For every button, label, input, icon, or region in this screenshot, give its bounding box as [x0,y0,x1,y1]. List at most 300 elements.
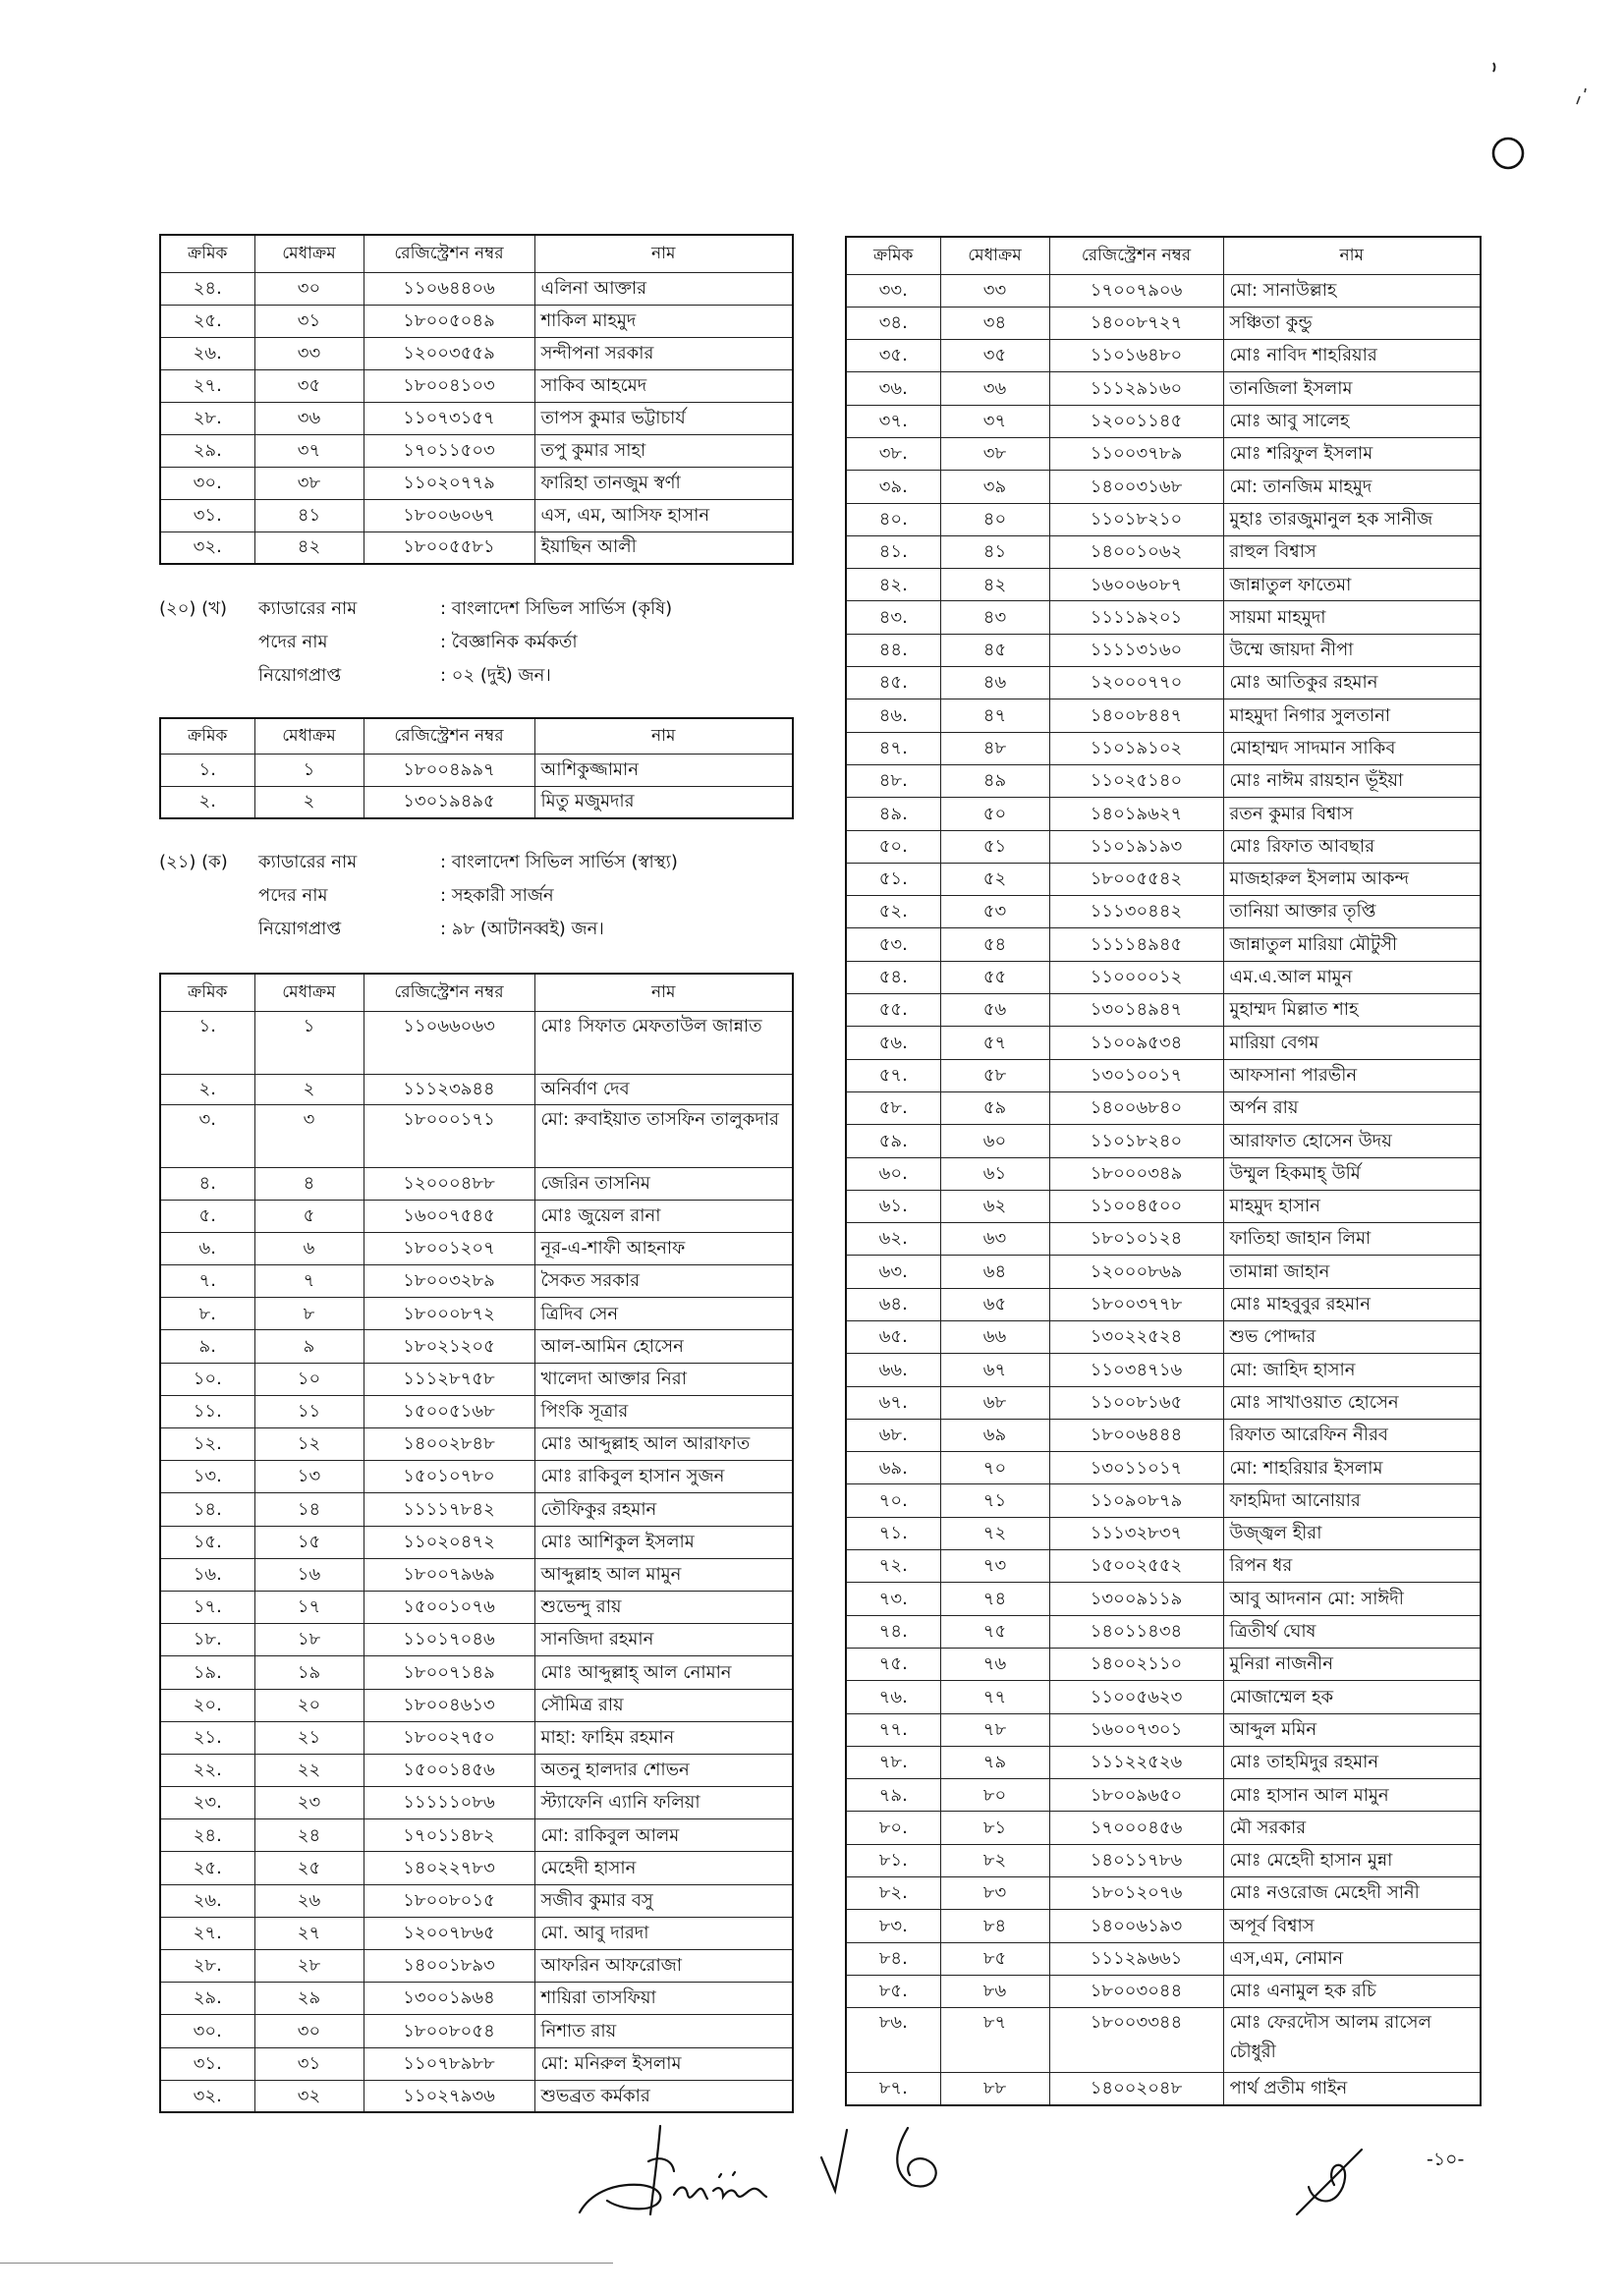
table-row [846,699,1481,732]
serial-cell: ৮৭. [846,2073,940,2105]
registration-number-cell: ১১০০৫৬২৩ [1049,1681,1223,1713]
merit-cell: ৮২ [940,1844,1049,1876]
name-cell: আরাফাত হোসেন উদয় [1223,1125,1481,1157]
merit-cell: ৬২ [940,1190,1049,1222]
table-row [846,307,1481,339]
merit-cell: ৫০ [940,798,1049,830]
registration-number-cell: ১১১১৪৯৪৫ [1049,928,1223,961]
table-row [846,1681,1481,1713]
serial-cell: ২. [160,1074,254,1104]
name-cell: রাহুল বিশ্বাস [1223,535,1481,568]
table-row [160,1104,793,1167]
registration-number-cell: ১২০০৭৮৬৫ [364,1917,534,1949]
registration-number-cell: ১৮০০৬০৬৭ [364,499,534,531]
registration-number-cell: ১১০৬৬০৬৩ [364,1011,534,1074]
table-row [846,798,1481,830]
signature-2 [821,2128,936,2191]
table-row [160,1526,793,1558]
registration-number-cell: ১১১১৭৮৪২ [364,1493,534,1526]
merit-cell: ১৬ [254,1558,364,1591]
registration-number-cell: ১৫০০৫১৬৮ [364,1395,534,1427]
merit-cell: ৬৫ [940,1288,1049,1320]
registration-number-cell: ১৮০১২০৭৬ [1049,1877,1223,1910]
serial-cell: ৫. [160,1200,254,1232]
registration-number-cell: ১৪০০৮৭২৭ [1049,307,1223,339]
merit-cell: ৭০ [940,1452,1049,1484]
serial-cell: ২০. [160,1689,254,1721]
registration-number-cell: ১১০৭৩১৫৭ [364,402,534,434]
merit-cell: ১২ [254,1428,364,1461]
registration-number-cell: ১৭০০০৪৫৬ [1049,1812,1223,1844]
registration-number-cell: ১৪০১১৭৮৬ [1049,1844,1223,1876]
name-cell: সঞ্চিতা কুন্ডু [1223,307,1481,339]
serial-cell: ৫৬. [846,1027,940,1059]
serial-cell: ১৯. [160,1656,254,1689]
serial-cell: ৫৯. [846,1125,940,1157]
name-cell: জান্নাতুল ফাতেমা [1223,569,1481,601]
table-row [846,405,1481,437]
table-row [846,471,1481,503]
table-header-row [160,974,793,1011]
serial-cell: ৩৮. [846,437,940,470]
registration-number-header: রেজিস্ট্রেশন নম্বর [364,974,534,1011]
signature-1 [580,2126,766,2214]
name-cell: শায়িরা তাসফিয়া [534,1983,793,2015]
name-cell: খালেদা আক্তার নিরা [534,1363,793,1395]
serial-cell: ৬০. [846,1157,940,1190]
table-row [160,402,793,434]
registration-number-cell: ১৮০১০১২৪ [1049,1223,1223,1256]
candidate-table-general-continued [159,234,794,565]
registration-number-cell: ১৩০১৯৪৯৫ [364,786,534,818]
table-row [846,634,1481,666]
merit-cell: ৮৬ [940,1975,1049,2007]
name-cell: তানিয়া আক্তার তৃপ্তি [1223,896,1481,928]
merit-cell: ৫২ [940,863,1049,895]
name-cell: মোঃ আবু সালেহ [1223,405,1481,437]
serial-cell: ২৬. [160,1884,254,1917]
table-row [160,2047,793,2080]
name-header: নাম [534,718,793,754]
name-cell: মুনিরা নাজনীন [1223,1648,1481,1680]
table-row [846,1713,1481,1746]
name-cell: মোঃ নওরোজ মেহেদী সানী [1223,1877,1481,1910]
table-row [846,1517,1481,1549]
table-row [160,1917,793,1949]
serial-cell: ৫৮. [846,1091,940,1124]
registration-number-cell: ১১০০৩৭৮৯ [1049,437,1223,470]
post-label: পদের নাম [258,632,328,652]
merit-cell: ৫৭ [940,1027,1049,1059]
serial-cell: ৩০. [160,467,254,499]
table-row [160,1200,793,1232]
serial-cell: ৮০. [846,1812,940,1844]
merit-cell: ৬৩ [940,1223,1049,1256]
name-cell: মো. আবু দারদা [534,1917,793,1949]
serial-cell: ৩. [160,1104,254,1167]
registration-number-cell: ১৮০২১২০৫ [364,1330,534,1363]
name-cell: সায়মা মাহমুদা [1223,601,1481,634]
registration-number-cell: ১৪০০৬৮৪০ [1049,1091,1223,1124]
name-cell: আব্দুল মমিন [1223,1713,1481,1746]
table-row [846,732,1481,764]
name-cell: মাহমুদা নিগার সুলতানা [1223,699,1481,732]
serial-cell: ৫৩. [846,928,940,961]
registration-number-cell: ১৪০০১৮৯৩ [364,1950,534,1983]
name-header: নাম [1223,237,1481,274]
merit-cell: ৩৫ [254,369,364,402]
name-cell: পিংকি সূত্রার [534,1395,793,1427]
serial-cell: ৭৯. [846,1779,940,1812]
registration-number-cell: ১১১২৮৭৫৮ [364,1363,534,1395]
name-cell: আফসানা পারভীন [1223,1059,1481,1091]
merit-cell: ৩৯ [940,471,1049,503]
name-cell: আশিকুজ্জামান [534,754,793,786]
table-row [160,1950,793,1983]
table-row [160,1493,793,1526]
name-cell: মোহাম্মদ সাদমান সাকিব [1223,732,1481,764]
merit-cell: ৫৮ [940,1059,1049,1091]
merit-cell: ৪৮ [940,732,1049,764]
table-row [846,372,1481,405]
merit-cell: ৫৯ [940,1091,1049,1124]
name-cell: মোঃ আতিকুর রহমান [1223,667,1481,699]
table-row [160,1721,793,1754]
serial-cell: ২১. [160,1721,254,1754]
merit-cell: ১৫ [254,1526,364,1558]
merit-cell: ৬০ [940,1125,1049,1157]
table-row [160,1754,793,1786]
name-cell: মোঃ মাহবুবুর রহমান [1223,1288,1481,1320]
table-row [160,531,793,564]
serial-cell: ২৮. [160,1950,254,1983]
post-value: : সহকারী সার্জন [440,885,554,906]
table-row [846,1583,1481,1615]
table-header-row [160,235,793,272]
merit-cell: ৭৭ [940,1681,1049,1713]
table-row [160,1591,793,1623]
registration-number-cell: ১৫০০২৫৫২ [1049,1550,1223,1583]
registration-number-cell: ১৪০০২০৪৮ [1049,2073,1223,2105]
serial-cell: ৮৩. [846,1910,940,1942]
name-cell: মারিয়া বেগম [1223,1027,1481,1059]
serial-cell: ১৪. [160,1493,254,1526]
serial-cell: ৮১. [846,1844,940,1876]
name-cell: তানজিলা ইসলাম [1223,372,1481,405]
serial-cell: ২৯. [160,434,254,467]
merit-cell: ৬৭ [940,1354,1049,1386]
registration-number-cell: ১৩০০৯১১৯ [1049,1583,1223,1615]
serial-cell: ৭২. [846,1550,940,1583]
appointed-value: : ০২ (দুই) জন। [440,665,551,686]
table-row [846,928,1481,961]
table-row [846,764,1481,797]
table-row [160,1232,793,1264]
registration-number-cell: ১১০১৬৪৮০ [1049,340,1223,372]
registration-number-cell: ১১০১৮২৪০ [1049,1125,1223,1157]
merit-cell: ২ [254,786,364,818]
name-cell: আল-আমিন হোসেন [534,1330,793,1363]
table-row [846,1452,1481,1484]
serial-cell: ৬. [160,1232,254,1264]
serial-cell: ৮৬. [846,2008,940,2073]
merit-header: মেধাক্রম [254,235,364,272]
table-row [160,1624,793,1656]
serial-cell: ৩০. [160,2015,254,2047]
registration-number-cell: ১১০১৯১৯৩ [1049,830,1223,863]
merit-cell: ১ [254,754,364,786]
serial-cell: ৪. [160,1167,254,1200]
registration-number-cell: ১১১২২৫২৬ [1049,1746,1223,1778]
merit-cell: ৭৫ [940,1615,1049,1648]
serial-cell: ২৪. [160,272,254,305]
merit-cell: ১৭ [254,1591,364,1623]
pen-marks [1474,49,1601,177]
table-row [160,1265,793,1298]
name-cell: মোঃ হাসান আল মামুন [1223,1779,1481,1812]
serial-cell: ৬৪. [846,1288,940,1320]
serial-cell: ৭৪. [846,1615,940,1648]
table-row [846,1812,1481,1844]
name-cell: সন্দীপনা সরকার [534,337,793,369]
table-row [160,1011,793,1074]
name-cell: সৈকত সরকার [534,1265,793,1298]
name-cell: তাপস কুমার ভট্টাচার্য [534,402,793,434]
merit-cell: ২৭ [254,1917,364,1949]
table-row [160,1656,793,1689]
serial-cell: ৪৩. [846,601,940,634]
serial-cell: ৭৮. [846,1746,940,1778]
serial-cell: ৮৪. [846,1942,940,1975]
registration-number-cell: ১২০০০৭৭০ [1049,667,1223,699]
serial-cell: ৭৭. [846,1713,940,1746]
name-cell: মো: তানজিম মাহমুদ [1223,471,1481,503]
table-row [160,1884,793,1917]
merit-cell: ৩২ [254,2080,364,2112]
serial-cell: ৪৬. [846,699,940,732]
merit-cell: ২ [254,1074,364,1104]
serial-cell: ৪৭. [846,732,940,764]
table-row [160,786,793,818]
name-cell: মো: মনিরুল ইসলাম [534,2047,793,2080]
name-cell: মাহমুদ হাসান [1223,1190,1481,1222]
merit-cell: ৬৪ [940,1256,1049,1288]
table-row [160,1167,793,1200]
serial-cell: ২৭. [160,369,254,402]
registration-number-cell: ১৮০০৪৯৯৭ [364,754,534,786]
merit-cell: ১০ [254,1363,364,1395]
name-cell: ইয়াছিন আলী [534,531,793,564]
appointed-value: : ৯৮ (আটানব্বই) জন। [440,919,604,939]
signatures [550,2093,1415,2230]
table-row [160,1074,793,1104]
registration-number-cell: ১১১৩০৪৪২ [1049,896,1223,928]
appointed-label: নিয়োগপ্রাপ্ত [258,665,342,686]
name-header: নাম [534,974,793,1011]
merit-cell: ৪২ [254,531,364,564]
serial-cell: ১০. [160,1363,254,1395]
serial-cell: ৭৬. [846,1681,940,1713]
table-row [846,1975,1481,2007]
registration-number-cell: ১৮০০০৮৭২ [364,1298,534,1330]
merit-cell: ৮৩ [940,1877,1049,1910]
name-cell: মো: রাকিবুল আলম [534,1819,793,1852]
name-cell: মোঃ সিফাত মেফতাউল জান্নাত [534,1011,793,1074]
merit-cell: ৭১ [940,1484,1049,1517]
registration-number-cell: ১২০০০৮৬৯ [1049,1256,1223,1288]
serial-cell: ৪৯. [846,798,940,830]
merit-cell: ৮৭ [940,2008,1049,2073]
page-number: -১০- [1427,2149,1465,2170]
registration-number-cell: ১১০৯০৮৭৯ [1049,1484,1223,1517]
merit-cell: ৪৬ [940,667,1049,699]
registration-number-cell: ১৮০০৩০৪৪ [1049,1975,1223,2007]
table-row [846,1484,1481,1517]
serial-cell: ৪১. [846,535,940,568]
registration-number-cell: ১৪০২২৭৮৩ [364,1852,534,1884]
registration-number-cell: ১৪০০৮৪৪৭ [1049,699,1223,732]
name-cell: মেহেদী হাসান [534,1852,793,1884]
name-cell: মোজাম্মেল হক [1223,1681,1481,1713]
table-row [846,1648,1481,1680]
registration-number-cell: ১১০৭৮৯৮৮ [364,2047,534,2080]
name-cell: মো: শাহরিয়ার ইসলাম [1223,1452,1481,1484]
serial-cell: ৫০. [846,830,940,863]
merit-cell: ৫৪ [940,928,1049,961]
table-row [846,1288,1481,1320]
registration-number-cell: ১৮০০৩৩৪৪ [1049,2008,1223,2073]
name-cell: মোঃ আব্দুল্লাহ্ আল নোমান [534,1656,793,1689]
merit-cell: ৬৯ [940,1419,1049,1451]
name-cell: রতন কুমার বিশ্বাস [1223,798,1481,830]
name-cell: মোঃ শরিফুল ইসলাম [1223,437,1481,470]
name-cell: আব্দুল্লাহ আল মামুন [534,1558,793,1591]
name-cell: মোঃ এনামুল হক রচি [1223,1975,1481,2007]
merit-cell: ৩ [254,1104,364,1167]
merit-cell: ২৪ [254,1819,364,1852]
serial-cell: ৩৬. [846,372,940,405]
merit-cell: ৩১ [254,305,364,337]
table-row [846,2008,1481,2073]
registration-number-cell: ১৪০০২১১০ [1049,1648,1223,1680]
serial-cell: ১৫. [160,1526,254,1558]
table-row [846,1354,1481,1386]
table-row [846,437,1481,470]
post-label: পদের নাম [258,885,328,906]
section-20-kha-info [159,592,788,693]
table-row [846,1615,1481,1648]
table-row [846,1321,1481,1354]
serial-cell: ৩৪. [846,307,940,339]
serial-header: ক্রমিক [160,235,254,272]
table-row [160,499,793,531]
name-cell: এস, এম, আসিফ হাসান [534,499,793,531]
table-row [846,1746,1481,1778]
registration-number-cell: ১৩০১৪৯৪৭ [1049,994,1223,1027]
registration-number-cell: ১৪০১১৪৩৪ [1049,1615,1223,1648]
name-cell: মোঃ আব্দুল্লাহ আল আরাফাত [534,1428,793,1461]
name-cell: মোঃ মেহেদী হাসান মুন্না [1223,1844,1481,1876]
registration-number-cell: ১১০২৫১৪০ [1049,764,1223,797]
name-cell: পার্থ প্রতীম গাইন [1223,2073,1481,2105]
name-cell: মোঃ রিফাত আবছার [1223,830,1481,863]
serial-cell: ১২. [160,1428,254,1461]
registration-number-cell: ১৬০০৭৩০১ [1049,1713,1223,1746]
table-row [160,1983,793,2015]
registration-number-cell: ১৮০০৩২৮৯ [364,1265,534,1298]
registration-number-cell: ১৫০১০৭৮০ [364,1461,534,1493]
serial-cell: ৭৫. [846,1648,940,1680]
table-row [846,340,1481,372]
registration-number-cell: ১৮০০০৩৪৯ [1049,1157,1223,1190]
merit-cell: ৭ [254,1265,364,1298]
candidate-table-agriculture [159,717,794,819]
serial-cell: ১৭. [160,1591,254,1623]
name-cell: সাকিব আহমেদ [534,369,793,402]
serial-cell: ৭৩. [846,1583,940,1615]
registration-number-cell: ১৮০০৪৬১৩ [364,1689,534,1721]
name-cell: উম্মুল হিকমাহ্ উর্মি [1223,1157,1481,1190]
merit-cell: ৪৫ [940,634,1049,666]
merit-cell: ৬১ [940,1157,1049,1190]
serial-header: ক্রমিক [160,718,254,754]
name-cell: তামান্না জাহান [1223,1256,1481,1288]
name-cell: মো: সানাউল্লাহ [1223,274,1481,307]
table-row [160,337,793,369]
merit-cell: ৩৩ [254,337,364,369]
merit-cell: ১৩ [254,1461,364,1493]
registration-number-cell: ১৮০০৩৭৭৮ [1049,1288,1223,1320]
table-row [846,1910,1481,1942]
merit-cell: ৪ [254,1167,364,1200]
name-cell: অনির্বাণ দেব [534,1074,793,1104]
serial-cell: ৩৭. [846,405,940,437]
name-cell: আফরিন আফরোজা [534,1950,793,1983]
table-row [160,1428,793,1461]
serial-cell: ৫৪. [846,961,940,993]
merit-cell: ২২ [254,1754,364,1786]
merit-header: মেধাক্রম [254,718,364,754]
merit-cell: ২০ [254,1689,364,1721]
candidate-table-health-part-1 [159,973,794,2113]
table-row [160,1395,793,1427]
serial-header: ক্রমিক [160,974,254,1011]
registration-number-cell: ১৮০০৫০৪৯ [364,305,534,337]
table-row [160,1461,793,1493]
name-cell: ত্রিদিব সেন [534,1298,793,1330]
serial-cell: ৬২. [846,1223,940,1256]
section-21-ka-info [159,846,788,946]
merit-cell: ২৬ [254,1884,364,1917]
table-row [160,2015,793,2047]
serial-cell: ৭০. [846,1484,940,1517]
name-cell: মিতু মজুমদার [534,786,793,818]
name-cell: মাহা: ফাহিম রহমান [534,1721,793,1754]
circle-mark-icon [1493,139,1523,168]
registration-number-cell: ১৭০১১৪৮২ [364,1819,534,1852]
serial-cell: ৪০. [846,503,940,535]
table-row [846,1779,1481,1812]
merit-cell: ৫৫ [940,961,1049,993]
section-code: (২১) (ক) [159,852,228,872]
name-cell: শাকিল মাহমুদ [534,305,793,337]
merit-cell: ৫ [254,1200,364,1232]
registration-number-cell: ১৮০০৭৯৬৯ [364,1558,534,1591]
serial-cell: ৭১. [846,1517,940,1549]
registration-number-cell: ১৪০১৯৬২৭ [1049,798,1223,830]
registration-number-cell: ১১০০৯৫৩৪ [1049,1027,1223,1059]
merit-cell: ৬ [254,1232,364,1264]
